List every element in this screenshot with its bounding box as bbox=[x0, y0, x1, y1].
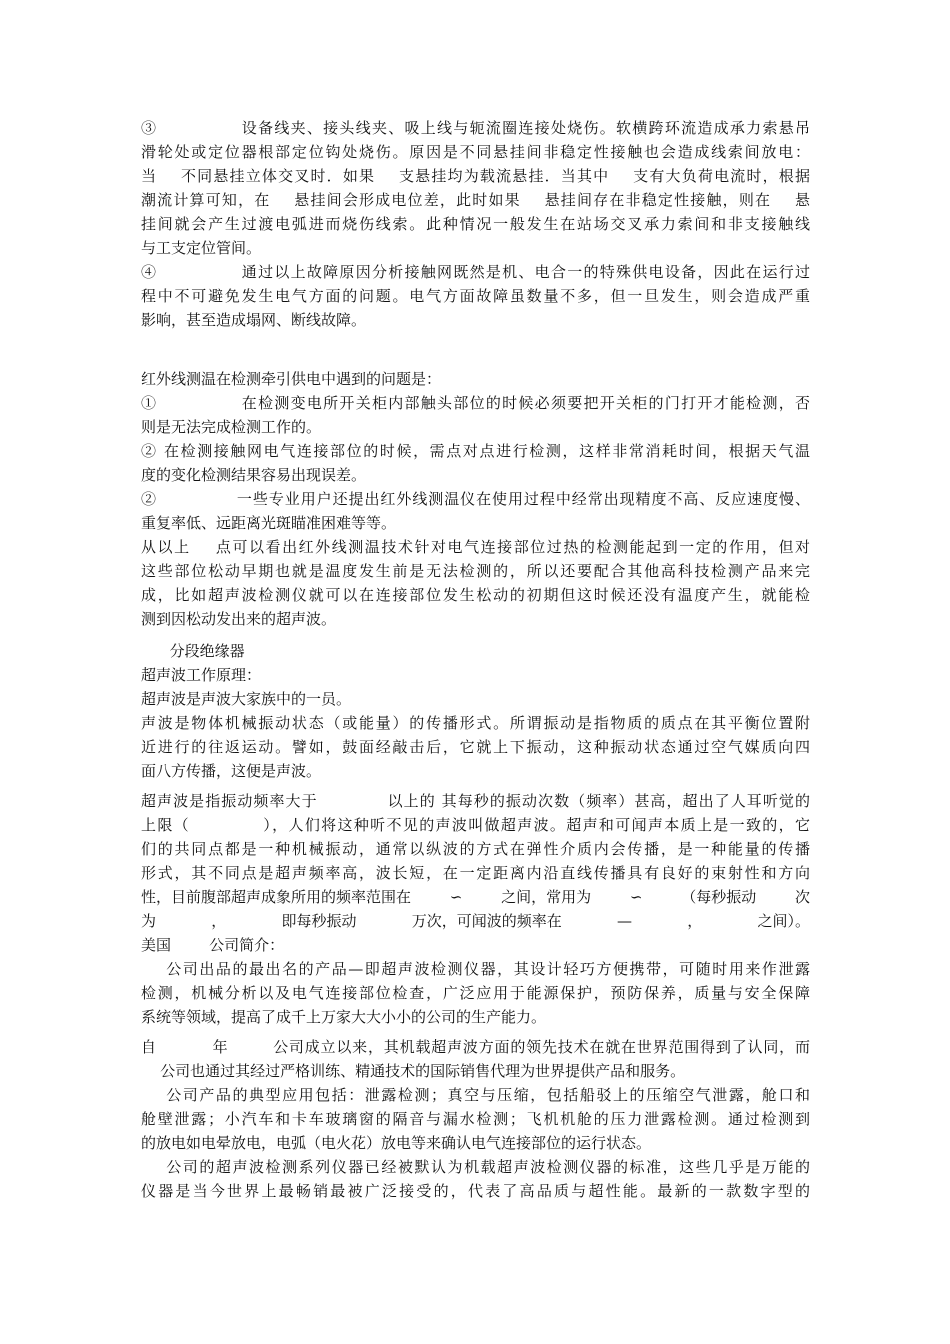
text-line: 分段绝缘器 bbox=[141, 642, 245, 660]
text-line bbox=[141, 285, 810, 309]
text-content: 近进行的往返运动。譬如，鼓面经敲击后，它就上下振动，这种振动状态通过空气媒质向四 bbox=[141, 738, 810, 756]
text-line: 则是无法完成检测工作的。 bbox=[141, 418, 322, 436]
text-line bbox=[141, 862, 810, 886]
text-line: 红外线测温在检测牵引供电中遇到的问题是： bbox=[141, 370, 442, 388]
text-line bbox=[141, 814, 810, 838]
text-line bbox=[141, 165, 810, 189]
text-content: 挂间就会产生过渡电弧进而烧伤线索。此种情况一般发生在站场交叉承力索间和非支接触线 bbox=[141, 215, 810, 233]
text-line bbox=[141, 488, 810, 512]
text-line bbox=[141, 392, 810, 416]
text-content: 滑轮处或定位器根部定位钩处烧伤。原因是不同悬挂间非稳定性接触也会造成线索间放电： bbox=[141, 143, 810, 161]
text-line bbox=[141, 536, 810, 560]
text-content: ② 一些专业用户还提出红外线测温仪在使用过程中经常出现精度不高、反应速度慢、 bbox=[141, 490, 810, 508]
text-line bbox=[141, 117, 810, 141]
text-segment: ∽ bbox=[449, 888, 463, 906]
text-line bbox=[141, 440, 810, 464]
text-content: ② 在检测接触网电气连接部位的时候，需点对点进行检测，这样非常消耗时间，根据天气温 bbox=[141, 442, 810, 460]
text-segment: 即每秒振动 bbox=[281, 912, 357, 930]
text-content: 公司产品的典型应用包括：泄露检测；真空与压缩，包括船驳上的压缩空气泄露，舱口和 bbox=[141, 1086, 810, 1104]
text-line bbox=[141, 886, 810, 910]
text-line bbox=[141, 958, 810, 982]
text-segment: ， bbox=[211, 912, 227, 930]
text-segment: ∽ bbox=[629, 888, 643, 906]
text-line bbox=[141, 189, 810, 213]
text-content: 超声波是指振动频率大于 以上的 其每秒的振动次数（频率）甚高，超出了人耳听觉的 bbox=[141, 792, 810, 810]
text-content: ③ 设备线夹、接头线夹、吸上线与轭流圈连接处烧伤。软横跨环流造成承力索悬吊 bbox=[141, 119, 810, 137]
text-line bbox=[141, 1108, 810, 1132]
text-content: 从以上 点可以看出红外线测温技术针对电气连接部位过热的检测能起到一定的作用，但对 bbox=[141, 538, 810, 556]
text-segment: 次 bbox=[794, 888, 810, 906]
text-line bbox=[141, 261, 810, 285]
text-line: 与工支定位管间。 bbox=[141, 239, 262, 257]
text-line bbox=[141, 838, 810, 862]
text-segment: ， bbox=[687, 912, 703, 930]
text-content: 当 不同悬挂立体交叉时．如果 支悬挂均为载流悬挂．当其中 支有大负荷电流时，根据 bbox=[141, 167, 810, 185]
text-content: 自 年 公司成立以来，其机载超声波方面的领先技术在就在世界范围得到了认同，而 bbox=[141, 1038, 810, 1056]
text-segment: 之间）。 bbox=[757, 912, 810, 930]
text-content: 形式，其不同点是超声频率高，波长短，在一定距离内沿直线传播具有良好的束射性和方向 bbox=[141, 864, 810, 882]
text-segment: 性，目前腹部超声成象所用的频率范围在 bbox=[141, 888, 412, 906]
text-content: 上限（ ），人们将这种听不见的声波叫做超声波。超声和可闻声本质上是一致的，它 bbox=[141, 816, 810, 834]
text-line bbox=[141, 790, 810, 814]
text-content: 声波是物体机械振动状态（或能量）的传播形式。所谓振动是指物质的质点在其平衡位置附 bbox=[141, 714, 810, 732]
text-segment: 之间，常用为 bbox=[501, 888, 592, 906]
text-line: 超声波是声波大家族中的一员。 bbox=[141, 690, 352, 708]
text-line: 超声波工作原理： bbox=[141, 666, 262, 684]
text-segment: — bbox=[617, 912, 632, 930]
text-content: 公司的超声波检测系列仪器已经被默认为机载超声波检测仪器的标准，这些几乎是万能的 bbox=[141, 1158, 810, 1176]
text-line: 测到因松动发出来的超声波。 bbox=[141, 610, 337, 628]
text-line bbox=[141, 1156, 810, 1180]
text-segment: 万次，可闻波的频率在 bbox=[411, 912, 562, 930]
text-content: 潮流计算可知，在 悬挂间会形成电位差，此时如果 悬挂间存在非稳定性接触，则在 悬 bbox=[141, 191, 810, 209]
text-line bbox=[141, 712, 810, 736]
text-line bbox=[141, 736, 810, 760]
text-line bbox=[141, 560, 810, 584]
text-content: 成，比如超声波检测仪就可以在连接部位发生松动的初期但这时候还没有温度产生，就能检 bbox=[141, 586, 810, 604]
text-line bbox=[141, 982, 810, 1006]
text-line: 度的变化检测结果容易出现误差。 bbox=[141, 466, 367, 484]
text-line: 的放电如电晕放电，电弧（电火花）放电等来确认电气连接部位的运行状态。 bbox=[141, 1134, 652, 1152]
text-line: 美国 公司简介： bbox=[141, 936, 285, 954]
text-content: 这些部位松动早期也就是温度发生前是无法检测的，所以还要配合其他高科技检测产品来完 bbox=[141, 562, 810, 580]
text-line bbox=[141, 1036, 810, 1060]
text-line: 公司也通过其经过严格训练、精通技术的国际销售代理为世界提供产品和服务。 bbox=[141, 1062, 686, 1080]
text-line bbox=[141, 584, 810, 608]
text-line bbox=[141, 1180, 810, 1204]
text-line bbox=[141, 213, 810, 237]
text-line bbox=[141, 141, 810, 165]
text-content: ④ 通过以上故障原因分析接触网既然是机、电合一的特殊供电设备，因此在运行过 bbox=[141, 263, 810, 281]
text-line: 系统等领域，提高了成千上万家大大小小的公司的生产能力。 bbox=[141, 1008, 547, 1026]
text-content: 检测，机械分析以及电气连接部位检查，广泛应用于能源保护，预防保养，质量与安全保障 bbox=[141, 984, 810, 1002]
text-line: 重复率低、远距离光斑瞄准困难等等。 bbox=[141, 514, 397, 532]
text-content: 程中不可避免发生电气方面的问题。电气方面故障虽数量不多，但一旦发生，则会造成严重 bbox=[141, 287, 810, 305]
text-content: 公司出品的最出名的产品—即超声波检测仪器，其设计轻巧方便携带，可随时用来作泄露 bbox=[141, 960, 810, 978]
text-content: 舱壁泄露；小汽车和卡车玻璃窗的隔音与漏水检测；飞机机舱的压力泄露检测。通过检测到 bbox=[141, 1110, 810, 1128]
text-line: 面八方传播，这便是声波。 bbox=[141, 762, 322, 780]
text-content: 们的共同点都是一种机械振动，通常以纵波的方式在弹性介质内会传播，是一种能量的传播 bbox=[141, 840, 810, 858]
text-segment: 为 bbox=[141, 912, 157, 930]
text-line bbox=[141, 910, 810, 934]
text-content: ① 在检测变电所开关柜内部触头部位的时候必须要把开关柜的门打开才能检测，否 bbox=[141, 394, 810, 412]
text-segment: （每秒振动 bbox=[681, 888, 757, 906]
text-line: 影响，甚至造成塌网、断线故障。 bbox=[141, 311, 367, 329]
text-content: 仪器是当今世界上最畅销最被广泛接受的，代表了高品质与超性能。最新的一款数字型的 bbox=[141, 1182, 810, 1200]
text-line bbox=[141, 1084, 810, 1108]
